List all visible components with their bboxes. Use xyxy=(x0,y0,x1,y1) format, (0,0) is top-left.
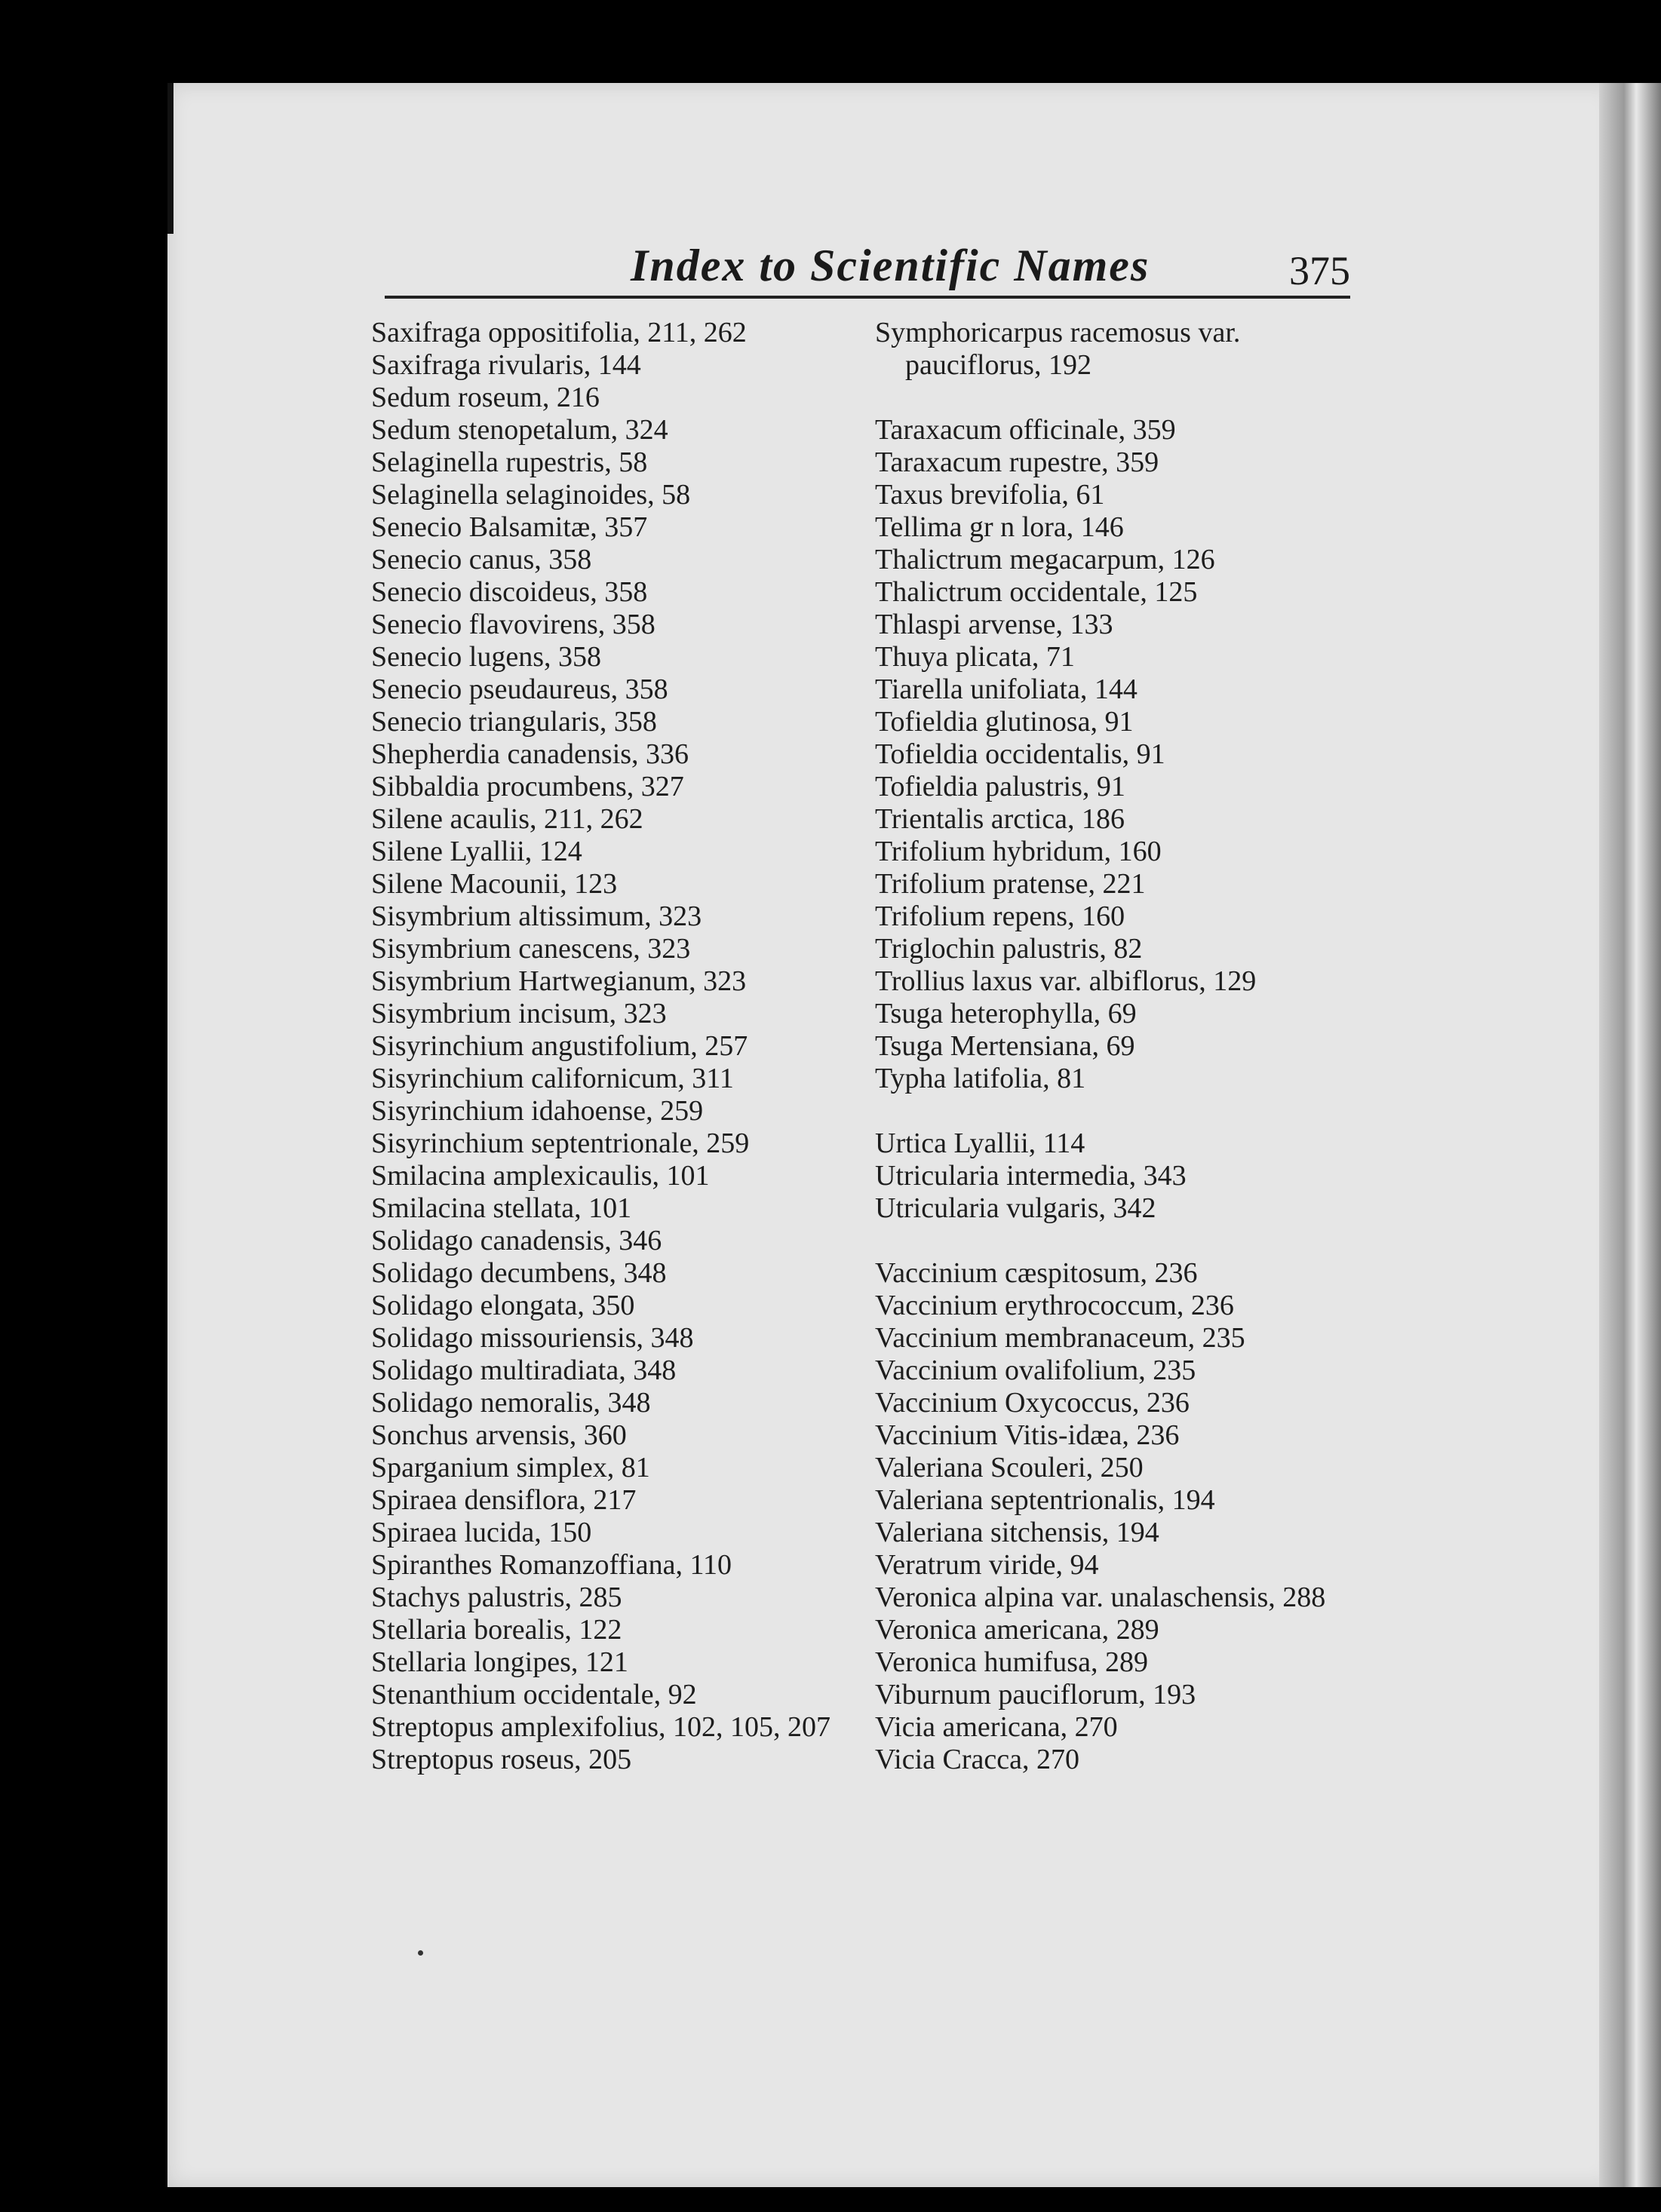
index-entry: Thalictrum occidentale, 125 xyxy=(875,576,1198,608)
index-entry: Senecio triangularis, 358 xyxy=(371,706,657,738)
page-number: 375 xyxy=(1289,248,1350,293)
index-entry: Silene Macounii, 123 xyxy=(371,868,618,900)
index-entry: Smilacina stellata, 101 xyxy=(371,1192,632,1224)
index-entry: Silene acaulis, 211, 262 xyxy=(371,803,643,835)
index-entry: Solidago elongata, 350 xyxy=(371,1290,635,1321)
index-entry: Spiranthes Romanzoffiana, 110 xyxy=(371,1549,732,1581)
index-entry: Vaccinium Oxycoccus, 236 xyxy=(875,1387,1190,1419)
ink-speck xyxy=(418,1950,423,1956)
index-entry: Stellaria borealis, 122 xyxy=(371,1614,622,1646)
index-entry: Trifolium pratense, 221 xyxy=(875,868,1146,900)
index-entry: Vicia Cracca, 270 xyxy=(875,1744,1079,1775)
index-entry: Sisyrinchium californicum, 311 xyxy=(371,1063,734,1094)
index-entry: Stachys palustris, 285 xyxy=(371,1582,622,1613)
index-entry: Triglochin palustris, 82 xyxy=(875,933,1143,965)
index-entry: Sisyrinchium septentrionale, 259 xyxy=(371,1127,750,1159)
index-entry: Typha latifolia, 81 xyxy=(875,1063,1086,1094)
index-entry: Valeriana sitchensis, 194 xyxy=(875,1517,1159,1548)
index-entry: Taraxacum officinale, 359 xyxy=(875,414,1176,446)
index-entry: Thuya plicata, 71 xyxy=(875,641,1075,673)
index-entry: Symphoricarpus racemosus var. pauciflorus, 192 xyxy=(875,317,1241,381)
index-entry: Vaccinium membranaceum, 235 xyxy=(875,1322,1245,1354)
index-entry: Tofieldia palustris, 91 xyxy=(875,771,1125,802)
index-entry: Sisymbrium canescens, 323 xyxy=(371,933,691,965)
index-entry: Vaccinium erythrococcum, 236 xyxy=(875,1290,1234,1321)
letter-group-gap xyxy=(875,382,1358,414)
index-entry: Sedum stenopetalum, 324 xyxy=(371,414,668,446)
index-entry: Utricularia vulgaris, 342 xyxy=(875,1192,1156,1224)
index-entry: Sibbaldia procumbens, 327 xyxy=(371,771,684,802)
index-entry: Veronica humifusa, 289 xyxy=(875,1646,1148,1678)
index-entry: Spiraea lucida, 150 xyxy=(371,1517,592,1548)
index-entry: Veronica americana, 289 xyxy=(875,1614,1159,1646)
index-entry: Smilacina amplexicaulis, 101 xyxy=(371,1160,710,1192)
index-entry: Sisyrinchium idahoense, 259 xyxy=(371,1095,704,1127)
index-entry: Viburnum pauciflorum, 193 xyxy=(875,1679,1196,1710)
index-entry: Silene Lyallii, 124 xyxy=(371,836,582,867)
index-entry: Stellaria longipes, 121 xyxy=(371,1646,628,1678)
index-entry: Senecio pseudaureus, 358 xyxy=(371,673,668,705)
letter-group-gap xyxy=(875,1095,1358,1127)
index-entry: Saxifraga rivularis, 144 xyxy=(371,349,641,381)
index-entry: Urtica Lyallii, 114 xyxy=(875,1127,1085,1159)
index-column-left xyxy=(371,317,854,1776)
index-entry: Sisymbrium altissimum, 323 xyxy=(371,900,702,932)
index-entry: Sisyrinchium angustifolium, 257 xyxy=(371,1030,748,1062)
index-entry: Trifolium hybridum, 160 xyxy=(875,836,1162,867)
page-title: Index to Scientific Names xyxy=(631,241,1150,290)
index-entry: Stenanthium occidentale, 92 xyxy=(371,1679,697,1710)
index-entry: Vicia americana, 270 xyxy=(875,1711,1118,1743)
index-entry: Spiraea densiflora, 217 xyxy=(371,1484,637,1516)
index-entry: Utricularia intermedia, 343 xyxy=(875,1160,1187,1192)
index-entry: Senecio discoideus, 358 xyxy=(371,576,648,608)
index-entry: Trientalis arctica, 186 xyxy=(875,803,1125,835)
index-entry: Trifolium repens, 160 xyxy=(875,900,1125,932)
index-entry: Senecio flavovirens, 358 xyxy=(371,609,655,640)
index-entry: Tiarella unifoliata, 144 xyxy=(875,673,1138,705)
index-entry: Veronica alpina var. unalaschensis, 288 xyxy=(875,1582,1326,1613)
index-entry: Thalictrum megacarpum, 126 xyxy=(875,544,1215,575)
index-column-right xyxy=(875,317,1358,1776)
index-entry: Solidago multiradiata, 348 xyxy=(371,1355,677,1386)
index-entry: Shepherdia canadensis, 336 xyxy=(371,738,689,770)
index-entry: Taraxacum rupestre, 359 xyxy=(875,446,1159,478)
scan-border-left xyxy=(0,0,167,2212)
index-entry: Sedum roseum, 216 xyxy=(371,382,600,413)
index-entry: Valeriana Scouleri, 250 xyxy=(875,1452,1144,1483)
index-entry: Solidago canadensis, 346 xyxy=(371,1225,662,1256)
index-entry: Veratrum viride, 94 xyxy=(875,1549,1099,1581)
index-entry: Sisymbrium incisum, 323 xyxy=(371,998,667,1029)
page-edge xyxy=(1599,83,1661,2187)
index-entry: Tofieldia occidentalis, 91 xyxy=(875,738,1165,770)
index-entry: Solidago missouriensis, 348 xyxy=(371,1322,694,1354)
index-entry: Saxifraga oppositifolia, 211, 262 xyxy=(371,317,747,348)
index-entry: Vaccinium ovalifolium, 235 xyxy=(875,1355,1196,1386)
index-entry: Senecio canus, 358 xyxy=(371,544,592,575)
index-entry: Streptopus roseus, 205 xyxy=(371,1744,632,1775)
index-entry: Sonchus arvensis, 360 xyxy=(371,1419,627,1451)
index-entry: Sparganium simplex, 81 xyxy=(371,1452,650,1483)
index-entry: Solidago decumbens, 348 xyxy=(371,1257,667,1289)
index-entry: Solidago nemoralis, 348 xyxy=(371,1387,651,1419)
index-entry: Vaccinium cæspitosum, 236 xyxy=(875,1257,1198,1289)
index-entry: Selaginella rupestris, 58 xyxy=(371,446,648,478)
index-entry: Taxus brevifolia, 61 xyxy=(875,479,1105,511)
index-entry: Sisymbrium Hartwegianum, 323 xyxy=(371,965,747,997)
binding-shadow xyxy=(167,83,173,234)
index-entry: Tellima gr n lora, 146 xyxy=(875,511,1124,543)
index-entry: Vaccinium Vitis-idæa, 236 xyxy=(875,1419,1180,1451)
index-entry: Valeriana septentrionalis, 194 xyxy=(875,1484,1215,1516)
index-entry: Tsuga Mertensiana, 69 xyxy=(875,1030,1135,1062)
index-entry: Senecio Balsamitæ, 357 xyxy=(371,511,648,543)
index-entry: Thlaspi arvense, 133 xyxy=(875,609,1113,640)
index-entry: Tsuga heterophylla, 69 xyxy=(875,998,1137,1029)
index-entry: Trollius laxus var. albiflorus, 129 xyxy=(875,965,1257,997)
index-entry: Senecio lugens, 358 xyxy=(371,641,602,673)
letter-group-gap xyxy=(875,1225,1358,1257)
index-entry: Selaginella selaginoides, 58 xyxy=(371,479,691,511)
index-entry: Tofieldia glutinosa, 91 xyxy=(875,706,1134,738)
header-rule xyxy=(385,296,1350,299)
running-header xyxy=(385,240,1350,300)
index-entry: Streptopus amplexifolius, 102, 105, 207 xyxy=(371,1711,831,1743)
